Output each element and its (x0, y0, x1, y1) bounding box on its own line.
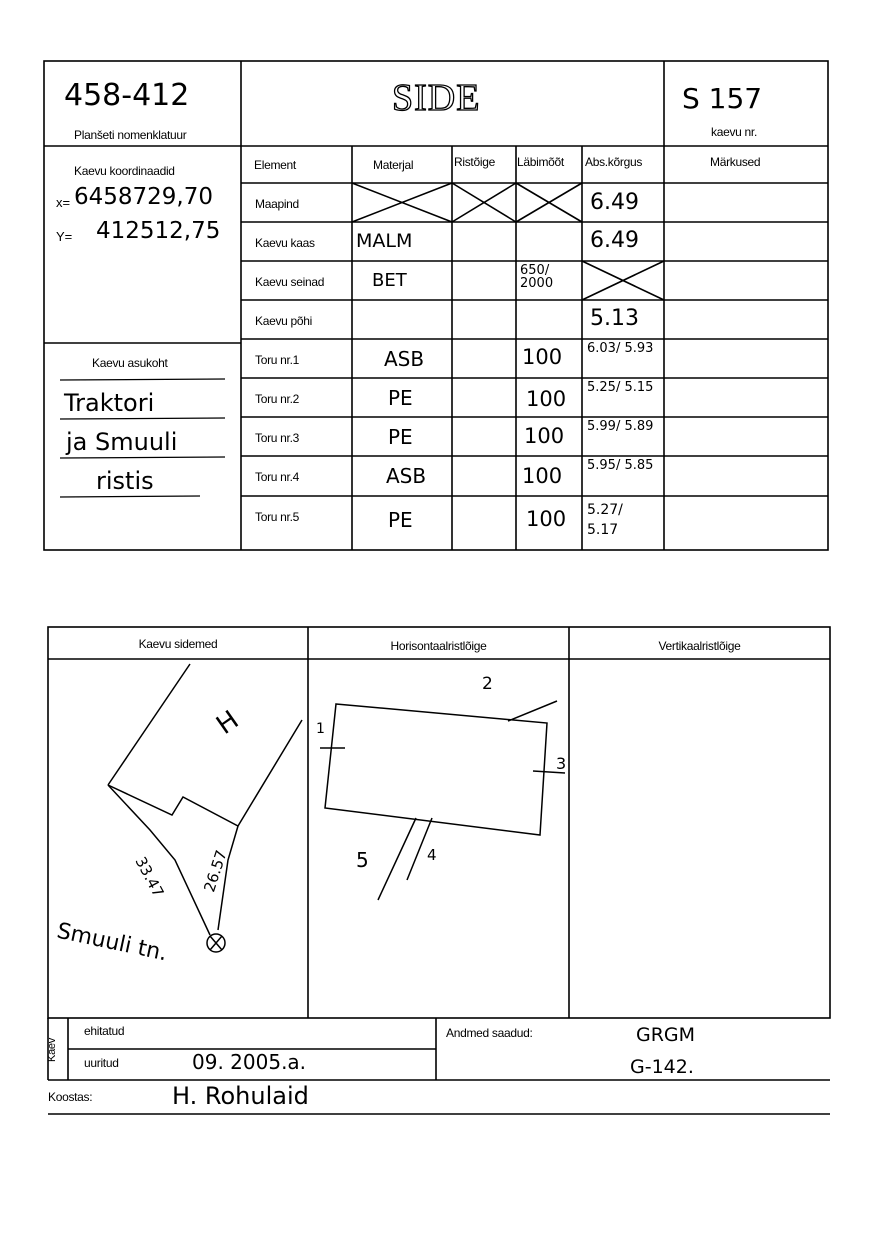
row-element: Toru nr.2 (255, 392, 299, 406)
row-material: PE (388, 508, 413, 532)
ties-distance-1: 33.47 (131, 853, 168, 901)
well-side-label: Kaev (45, 1038, 58, 1062)
row-diameter: 100 (522, 345, 563, 369)
row-abs-height: 5.95/ 5.85 (587, 458, 654, 473)
sheet-label: Planšeti nomenklatuur (74, 128, 187, 142)
coordinates-label: Kaevu koordinaadid (74, 164, 175, 178)
row-abs-height: 5.25/ 5.15 (587, 380, 654, 395)
vertical-section-header: Vertikaalristlõige (658, 639, 741, 653)
row-abs-height: 6.49 (590, 190, 639, 215)
row-abs-height: 5.13 (590, 306, 639, 331)
well-number: S 157 (682, 82, 763, 115)
sheet-number: 458-412 (64, 78, 190, 113)
row-abs-height: 5.99/ 5.89 (587, 419, 654, 434)
row-material: PE (388, 425, 413, 449)
building-label: H (211, 705, 245, 741)
built-label: ehitatud (84, 1024, 125, 1038)
row-element: Kaevu põhi (255, 314, 313, 328)
y-coordinate: 412512,75 (96, 218, 221, 244)
x-prefix: x= (56, 195, 71, 210)
col-header-element: Element (254, 158, 296, 172)
location-line-3: ristis (96, 467, 154, 495)
surveyed-label: uuritud (84, 1056, 119, 1070)
compiled-by-label: Koostas: (48, 1090, 93, 1104)
row-element: Toru nr.1 (255, 353, 299, 367)
page-title: SIDE (392, 77, 481, 119)
location-line-1: Traktori (64, 389, 155, 417)
row-material: BET (372, 270, 407, 291)
col-header-material: Materjal (373, 158, 414, 172)
row-abs-height: 5.27/ 5.17 (587, 502, 623, 538)
data-source-label: Andmed saadud: (446, 1026, 533, 1040)
compiled-by-value: H. Rohulaid (172, 1082, 309, 1110)
row-abs-height: 6.03/ 5.93 (587, 341, 654, 356)
ties-sketch (108, 664, 302, 952)
data-source-value-1: GRGM (636, 1024, 696, 1046)
row-element: Maapind (255, 197, 299, 211)
row-material: MALM (356, 230, 413, 252)
pipe-label-4: 4 (427, 846, 437, 864)
col-header-diameter: Läbimõõt (517, 155, 564, 169)
row-diameter: 100 (526, 387, 567, 411)
row-material: PE (388, 386, 413, 410)
row-material: ASB (384, 347, 425, 371)
pipe-label-1: 1 (316, 721, 325, 737)
row-element: Kaevu kaas (255, 236, 315, 250)
row-diameter: 100 (524, 424, 565, 448)
y-prefix: Y= (56, 229, 73, 244)
well-number-label: kaevu nr. (711, 125, 757, 139)
ties-header: Kaevu sidemed (138, 637, 218, 651)
surveyed-value: 09. 2005.a. (192, 1050, 307, 1074)
row-abs-height: 6.49 (590, 228, 639, 253)
location-line-2: ja Smuuli (66, 428, 178, 456)
data-source-value-2: G-142. (630, 1056, 694, 1078)
horizontal-section-header: Horisontaalristlõige (390, 639, 487, 653)
col-header-cross-section: Ristõige (454, 155, 495, 169)
col-header-remarks: Märkused (710, 155, 761, 169)
row-element: Toru nr.5 (255, 510, 299, 524)
pipe-label-3: 3 (556, 754, 567, 773)
row-element: Toru nr.4 (255, 470, 299, 484)
col-header-abs-height: Abs.kõrgus (585, 155, 643, 169)
street-label: Smuuli tn. (54, 918, 170, 967)
row-diameter: 650/ 2000 (520, 263, 554, 291)
row-material: ASB (386, 464, 427, 488)
row-element: Toru nr.3 (255, 431, 299, 445)
location-label: Kaevu asukoht (92, 356, 168, 370)
pipe-label-2: 2 (482, 674, 493, 694)
row-diameter: 100 (522, 464, 563, 488)
row-diameter: 100 (526, 507, 567, 531)
pipe-label-5: 5 (356, 848, 369, 872)
x-coordinate: 6458729,70 (74, 184, 214, 210)
row-element: Kaevu seinad (255, 275, 325, 289)
ties-distance-2: 26.57 (200, 847, 231, 895)
